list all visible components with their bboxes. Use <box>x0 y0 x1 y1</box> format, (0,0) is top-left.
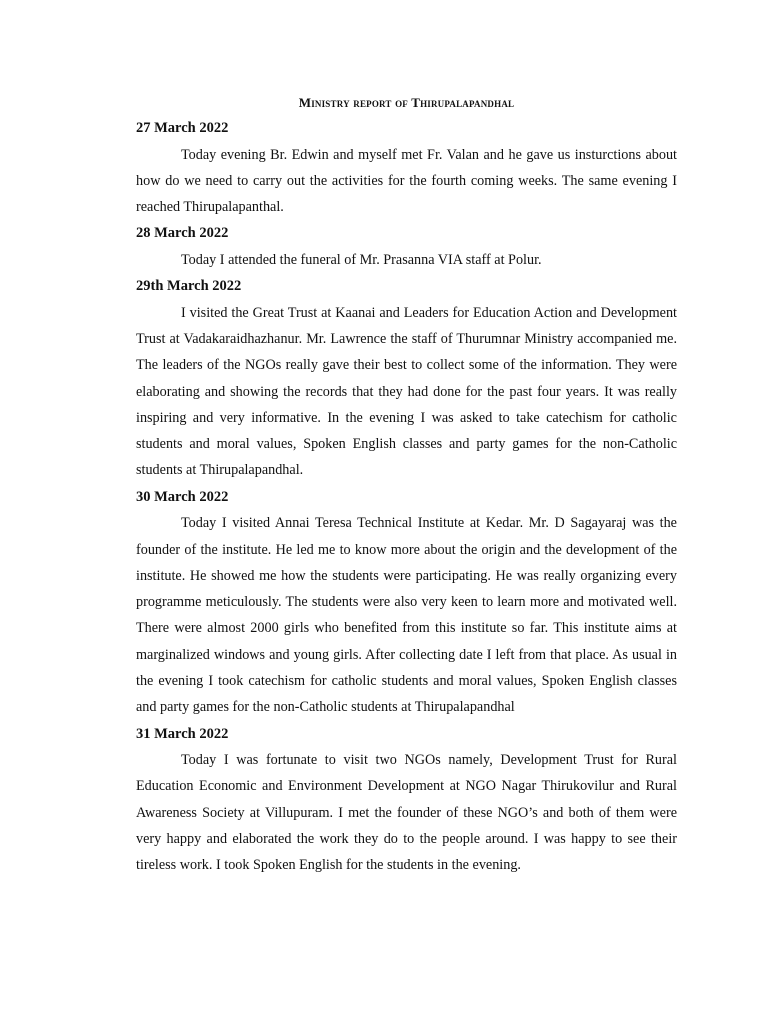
entry-date: 30 March 2022 <box>136 488 229 505</box>
entry-date: 29th March 2022 <box>136 278 242 295</box>
entry-text: Today evening Br. Edwin and myself met Fr. Valan and he gave us insturctions about how do we need to carry out the activities for the fourth coming weeks. The same evening I reached Thirupalapanthal. <box>136 146 677 216</box>
report-page <box>136 93 677 879</box>
entry-text: I visited the Great Trust at Kaanai and Leaders for Education Action and Development Trust at Vadakaraidhazhanur. Mr. Lawrence the staff of Thurumnar Ministry accompanied me. The leaders of the NGOs really gave their best to collect some of the information. They were elaborating and showing the records that they had done for the past four years. It was really inspiring and very informative. In the evening I was asked to take catechism for catholic students and moral values, Spoken English classes and party games for the non-Catholic students at Thirupalapandhal. <box>136 304 677 479</box>
entry-text: Today I attended the funeral of Mr. Prasanna VIA staff at Polur. <box>181 251 542 268</box>
entry-date: 27 March 2022 <box>136 120 229 136</box>
entry-date: 31 March 2022 <box>136 725 229 742</box>
entry-text: Today I visited Annai Teresa Technical Institute at Kedar. Mr. D Sagayaraj was the founder of the institute. He led me to know more about the origin and the development of the institute. He showed me how the students were participating. He was really organizing every programme meticulously. The students were also very keen to learn more and motivated well. There were almost 2000 girls who benefited from this institute so far. This institute aims at marginalized windows and young girls. After collecting date I left from that place. As usual in the evening I took catechism for catholic students and moral values, Spoken English classes and party games for the non-Catholic students at Thirupalapandhal <box>136 515 677 716</box>
report-title: Ministry report of Thirupalapandhal <box>298 95 515 110</box>
entry-date: 28 March 2022 <box>136 225 229 242</box>
entry-text: Today I was fortunate to visit two NGOs namely, Development Trust for Rural Education Economic and Environment Development at NGO Nagar Thirukovilur and Rural Awareness Society at Villupuram. I met the founder of these NGO’s and both of them were very happy and elaborated the work they do to the people around. I was happy to see their tireless work. I took Spoken English for the students in the evening. <box>136 752 677 874</box>
